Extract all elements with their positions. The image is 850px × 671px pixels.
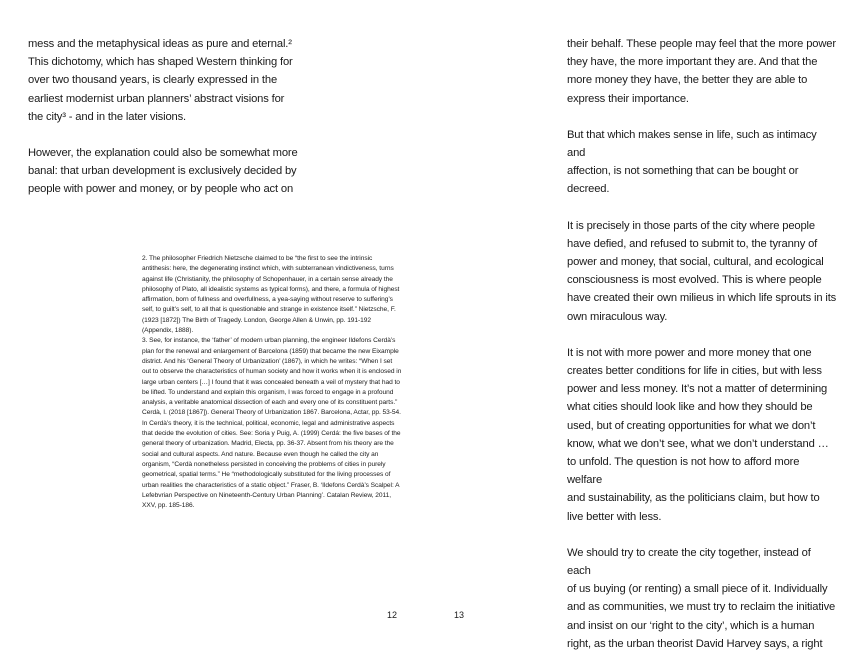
page-number-right: 13 <box>454 610 465 620</box>
paragraph: their behalf. These people may feel that the more power they have, the more important they are. And that the more money they have, the better they are able to express their importance. <box>567 38 836 105</box>
paragraph: However, the explanation could also be somewhat more banal: that urban development is exclusively decided by people with power and money, or by people who act on <box>28 147 298 196</box>
page-number-left: 12 <box>387 610 398 620</box>
paragraph: mess and the metaphysical ideas as pure and eternal.² This dichotomy, which has shaped Western thinking for over two thousand years, is clearly expressed in the earliest modernist urban planners’ abstract visions for the city³ - and in the later visions. <box>28 38 293 123</box>
footnotes <box>142 254 402 511</box>
paragraph: We should try to create the city together, instead of each of us buying (or renting) a small piece of it. Individually and as communities, we must try to reclaim the initiative and insist on our ‘right to the city’, which is a human right, as the urban theorist David Harvey says, a right <box>567 546 836 650</box>
paragraph: But that which makes sense in life, such as intimacy and affection, is not something that can be bought or decreed. <box>567 128 817 196</box>
left-page <box>0 0 425 652</box>
paragraph: It is precisely in those parts of the city where people have defied, and refused to submit to, the tyranny of power and money, that social, cultural, and ecological consciousness is most evolved. This is where people have created their own milieus in which life sprouts in its own miraculous way. <box>567 219 837 323</box>
footnote-2: 2. The philosopher Friedrich Nietzsche claimed to be “the first to see the intrinsic antithesis: here, the degenerating instinct which, with subterranean vindictiveness, turns against life (Christianity, the philosophy of Schopenhauer, in a certain sense already the philosophy of Plato, all idealistic systems as typical forms), and there, a formula of highest affirmation, born of fullness and overfullness, a yea-saying without reserve to suffering’s self, to guilt’s self, to all that is questionable and strange in existence itself.” Nietzsche, F. (1923 [1872]) The Birth of Tragedy. London, George Allen & Unwin, pp. 191-192 (Appendix, 1888). <box>142 255 400 335</box>
footnote-3: 3. See, for instance, the ‘father’ of modern urban planning, the engineer Ildefons Cerdà’s plan for the renewal and enlargement of Barcelona (1859) that became the new Eixample district. And his ‘General Theory of Urbanization’ (1867), in which he writes: “When I set out to observe the characteristics of human society and how it works when it is enclosed in large urban centers […] I found that it was concealed beneath a veil of mystery that had to be lifted. To understand and explain this organism, I was forced to engage in a profound analysis, a veritable anatomical dissection of each and every one of its constituent parts.” Cerdà, I. (2018 [1867]). General Theory of Urbanization 1867. Barcelona, Actar, pp. 53-54. In Cerdà’s theory, it is the technical, political, economic, legal and administrative aspects that decide the evolution of cities. See: Soria y Puig, A. (1999) Cerdá: the five bases of the general theory of urbanization. Madrid, Electa, pp. 36-37. Absent from his theory are the social and cultural aspects. And nature. Because even though he called the city an organism, “Cerdà nonetheless persisted in conceiving the problems of cities in purely geometrical, spatial terms.” He “methodologically substituted for the living processes of urban realities the characteristics of a static object.” Fraser, B. ‘Ildefons Cerdà’s Scalpel: A Lefebvrian Perspective on Nineteenth-Century Urban Planning’. Catalan Review, 2011, XXV, pp. 185-186. <box>142 337 402 510</box>
right-body-text <box>567 35 837 671</box>
right-page <box>425 0 850 652</box>
left-body-text <box>28 35 298 217</box>
paragraph: It is not with more power and more money that one creates better conditions for life in cities, but with less power and less money. It’s not a matter of determining what cities should look like and how they should be used, but of creating opportunities for what we don’t know, what we don’t see, what we don’t understand … to unfold. The question is not how to afford more welfare and sustainability, as the politicians claim, but how to live better with less. <box>567 346 829 523</box>
